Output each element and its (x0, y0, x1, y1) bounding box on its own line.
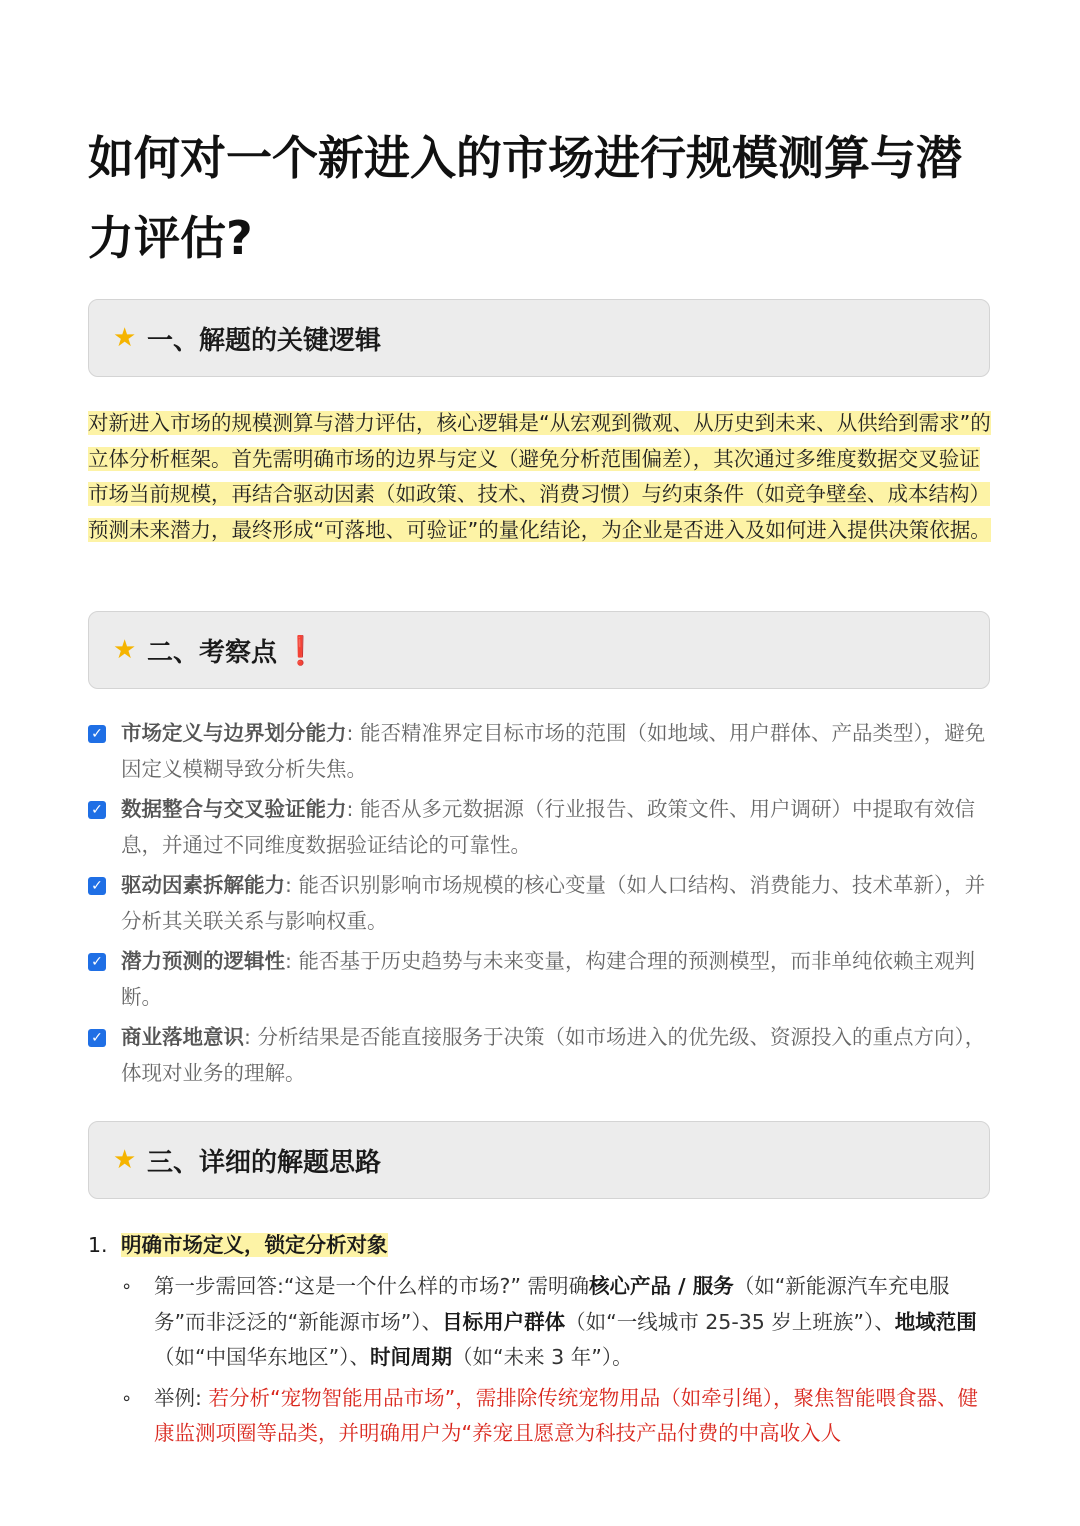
checkpoint-item (88, 716, 988, 787)
example-label: 举例: (154, 1385, 202, 1410)
checkpoint-item (88, 1020, 988, 1091)
bullet-icon: ∘ (121, 1276, 133, 1297)
checkbox-checked-icon[interactable]: ✓ (88, 877, 106, 895)
checkpoint-sep: : (346, 721, 354, 745)
checkpoint-text: 能否识别影响市场规模的核心变量（如人口结构、消费能力、技术革新），并分析其关联关系与影响权重。 (121, 873, 986, 933)
checkpoint-term: 驱动因素拆解能力 (121, 873, 285, 897)
section-title-approach: 三、详细的解题思路 (147, 1147, 382, 1178)
logic-paragraph-text: 对新进入市场的规模测算与潜力评估，核心逻辑是“从宏观到微观、从历史到未来、从供给到需求”的立体分析框架。首先需明确市场的边界与定义（避免分析范围偏差），其次通过多维度数据交叉验证市场当前规模，再结合驱动因素（如政策、技术、消费习惯）与约束条件（如竞争壁垒、成本结构）预测未来潜力，最终形成“可落地、可验证”的量化结论，为企业是否进入及如何进入提供决策依据。 (88, 411, 991, 542)
checkpoint-item (88, 792, 988, 863)
example-text: 若分析“宠物智能用品市场”，需排除传统宠物用品（如牵引绳），聚焦智能喂食器、健康监测项圈等品类，并明确用户为“养宠且愿意为科技产品付费的中高收入人 (154, 1385, 978, 1445)
section-header-approach (88, 1121, 990, 1199)
checkpoint-text: 分析结果是否能直接服务于决策（如市场进入的优先级、资源投入的重点方向），体现对业务的理解。 (121, 1025, 986, 1085)
bullet-icon: ∘ (121, 1387, 133, 1409)
step-title: 明确市场定义，锁定分析对象 (121, 1233, 388, 1257)
checkpoint-term: 数据整合与交叉验证能力 (121, 797, 347, 821)
checkpoint-text: 能否基于历史趋势与未来变量，构建合理的预测模型，而非单纯依赖主观判断。 (121, 949, 975, 1009)
step-substeps (88, 1269, 998, 1452)
substep-example (88, 1381, 998, 1452)
checkpoint-sep: : (346, 797, 354, 821)
substep-text: 第一步需回答:“这是一个什么样的市场?” 需明确 (154, 1274, 590, 1298)
step-number: 1. (88, 1233, 108, 1257)
section-header-checkpoints (88, 611, 990, 689)
checkpoint-list (88, 716, 988, 1096)
substep-text: （如“未来 3 年”）。 (452, 1345, 633, 1369)
section-title-checkpoints: 二、考察点 (147, 637, 278, 668)
substep-definition (88, 1269, 998, 1376)
substep-text: （如“一线城市 25-35 岁上班族”）、 (565, 1309, 895, 1334)
checkpoint-item (88, 944, 988, 1015)
section-header-logic (88, 299, 990, 377)
checkpoint-sep: : (244, 1025, 251, 1049)
star-icon: ★ (113, 323, 137, 353)
logic-paragraph (88, 406, 998, 548)
page-title: 如何对一个新进入的市场进行规模测算与潜力评估? (88, 131, 962, 265)
substep-text: （如“新能源汽车充电服务”而非泛泛的“新能源市场”）、 (154, 1274, 950, 1334)
checkbox-checked-icon[interactable]: ✓ (88, 801, 106, 819)
substep-bold-period: 时间周期 (370, 1345, 452, 1369)
checkpoint-item (88, 868, 988, 939)
checkpoint-sep: : (285, 873, 292, 897)
checkbox-checked-icon[interactable]: ✓ (88, 725, 106, 743)
star-icon: ★ (113, 635, 137, 665)
checkbox-checked-icon[interactable]: ✓ (88, 953, 106, 971)
exclamation-icon: ❗ (283, 633, 318, 667)
section-title-logic: 一、解题的关键逻辑 (147, 325, 382, 356)
substep-text: （如“中国华东地区”）、 (154, 1345, 370, 1369)
step-item (88, 1228, 998, 1452)
substep-bold-product: 核心产品 / 服务 (589, 1274, 734, 1298)
checkpoint-term: 潜力预测的逻辑性 (121, 949, 285, 973)
substep-bold-users: 目标用户群体 (442, 1309, 566, 1334)
approach-steps (88, 1228, 998, 1457)
checkpoint-term: 市场定义与边界划分能力 (121, 721, 347, 745)
substep-bold-region: 地域范围 (894, 1309, 977, 1334)
star-icon: ★ (113, 1145, 137, 1175)
checkpoint-text: 能否从多元数据源（行业报告、政策文件、用户调研）中提取有效信息，并通过不同维度数据验证结论的可靠性。 (121, 797, 975, 857)
checkpoint-text: 能否精准界定目标市场的范围（如地域、用户群体、产品类型），避免因定义模糊导致分析失焦。 (121, 721, 986, 781)
step-heading (88, 1228, 998, 1263)
checkbox-checked-icon[interactable]: ✓ (88, 1029, 106, 1047)
checkpoint-sep: : (285, 949, 292, 973)
checkpoint-term: 商业落地意识 (121, 1025, 244, 1049)
